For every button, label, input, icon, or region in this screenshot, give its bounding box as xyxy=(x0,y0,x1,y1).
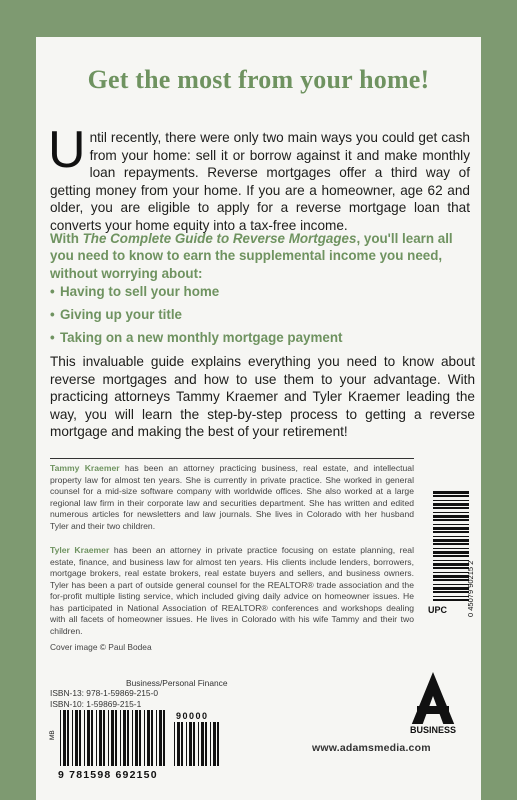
drop-cap: U xyxy=(48,121,86,179)
barcode-bar xyxy=(139,710,141,766)
barcode-bar xyxy=(75,710,78,766)
barcode-bar xyxy=(96,710,97,766)
list-item-text: Having to sell your home xyxy=(60,284,220,299)
barcode-bar xyxy=(433,596,469,597)
barcode-bar xyxy=(433,507,469,509)
list-item xyxy=(50,329,470,346)
barcode-bar xyxy=(433,536,469,537)
barcode-bar xyxy=(79,710,81,766)
barcode-bar xyxy=(181,722,183,766)
isbn-10: ISBN-10: 1-59869-215-1 xyxy=(50,698,142,709)
lead-prefix: With xyxy=(50,231,83,246)
barcode-bar xyxy=(84,710,85,766)
barcode-bar xyxy=(186,722,187,766)
barcode-bar xyxy=(433,495,469,497)
bullet-icon: • xyxy=(50,284,55,299)
barcode-bar xyxy=(63,710,66,766)
barcode-bar xyxy=(103,710,105,766)
author-name: Tammy Kraemer xyxy=(50,463,120,473)
barcode-bar xyxy=(198,722,199,766)
lead-suffix: , you'll learn all you need to know to earn the supplemental income you need, without worrying about: xyxy=(50,231,453,281)
barcode-bar xyxy=(147,710,150,766)
barcode-bar xyxy=(87,710,90,766)
barcode-bar xyxy=(433,567,469,569)
divider xyxy=(50,458,414,459)
barcode-bar xyxy=(433,584,469,585)
benefit-list xyxy=(50,283,470,352)
barcode-bar xyxy=(156,710,157,766)
bullet-icon: • xyxy=(50,330,55,345)
upc-digits: 0 45079 90215 2 xyxy=(466,560,475,617)
barcode-bar xyxy=(151,710,153,766)
barcode-bar xyxy=(433,500,469,501)
barcode-bar xyxy=(433,560,469,561)
barcode-bar xyxy=(99,710,102,766)
barcode-bar xyxy=(123,710,126,766)
ean-bars xyxy=(60,710,165,766)
barcode-bar xyxy=(433,551,469,554)
barcode-bar xyxy=(433,539,469,542)
barcode-bar xyxy=(159,710,162,766)
content-panel xyxy=(36,37,481,800)
barcode-bar xyxy=(120,710,121,766)
upc-label: UPC xyxy=(428,605,448,615)
barcode-bar xyxy=(210,722,211,766)
author-bio-tammy xyxy=(50,463,414,532)
addon-digits: 90000 xyxy=(176,711,209,721)
summary-paragraph: This invaluable guide explains everything you need to know about reverse mortgages and how to use them to your advantage. With practicing attorneys Tammy Kraemer and Tyler Kraemer leading the way, you will learn the step-by-step process to getting a reverse mortgage and making the best of your retirement! xyxy=(50,354,475,439)
barcode-bar xyxy=(115,710,117,766)
barcode-side-label: MB xyxy=(49,730,56,740)
addon-bars xyxy=(174,722,219,766)
book-title: The Complete Guide to Reverse Mortgages xyxy=(82,231,357,246)
barcode-bar xyxy=(433,575,469,578)
list-item xyxy=(50,306,470,323)
isbn-barcode xyxy=(50,710,235,780)
list-item-text: Giving up your title xyxy=(60,307,183,322)
barcode-bar xyxy=(135,710,138,766)
barcode-bar xyxy=(433,503,469,506)
publisher-url[interactable]: www.adamsmedia.com xyxy=(312,742,431,754)
barcode-bar xyxy=(132,710,133,766)
logo-word: BUSINESS xyxy=(409,725,457,735)
barcode-bar xyxy=(433,563,469,566)
barcode-bar xyxy=(433,555,469,557)
intro-text: ntil recently, there were only two main ways you could get cash from your home: sell it or borrow against it and make monthly loan repayments. Reverse mortgages offer a third way of getting money from your home. If you are a homeowner, age 62 and older, you are eligible to apply for a reverse mortgage loan that converts your home equity into a tax-free income. xyxy=(50,130,470,233)
headline: Get the most from your home! xyxy=(87,65,430,94)
logo-bar xyxy=(417,706,449,714)
barcode-bar xyxy=(91,710,93,766)
barcode-bar xyxy=(67,710,69,766)
isbn-13: ISBN-13: 978-1-59869-215-0 xyxy=(50,688,159,698)
barcode-bar xyxy=(217,722,219,766)
barcode-bar xyxy=(174,722,175,766)
logo-a-icon xyxy=(411,672,455,726)
barcode-bar xyxy=(205,722,207,766)
barcode-bar xyxy=(433,519,469,521)
barcode-bar xyxy=(108,710,109,766)
barcode-digits: 9 781598 692150 xyxy=(58,769,158,781)
barcode-bar xyxy=(433,512,469,513)
barcode-bar xyxy=(433,531,469,533)
lead-paragraph xyxy=(50,230,475,282)
upc-barcode xyxy=(419,489,481,619)
author-bio-tyler xyxy=(50,545,414,637)
barcode-bar xyxy=(144,710,145,766)
barcode-bar xyxy=(189,722,192,766)
barcode-bar xyxy=(163,710,165,766)
intro-paragraph xyxy=(48,121,470,234)
barcode-bar xyxy=(177,722,180,766)
barcode-bar xyxy=(433,524,469,525)
barcode-bar xyxy=(433,491,469,494)
barcode-bar xyxy=(433,591,469,593)
cover-credit: Cover image © Paul Bodea xyxy=(50,642,152,652)
publisher-logo xyxy=(403,668,463,738)
barcode-bar xyxy=(201,722,204,766)
list-item-text: Taking on a new monthly mortgage payment xyxy=(60,330,343,345)
barcode-bar xyxy=(433,579,469,581)
isbn-block xyxy=(50,688,158,709)
author-bio-text: has been an attorney in private practice focusing on estate planning, real estate, finance, and business law for almost ten years. His clients include lenders, borrowers, mortgage brokers, real estate brokers, real estate buyers and sellers, and business owners. Tyler has been a part of outside general counsel for the REALTOR® trade association and the for-profit multiple listing service, which included giving daily advice on homeowner issues. He has participated in National Association of REALTOR® conferences and workshops dealing with all facets of homeowner issues. He lives in Colorado with his wife Tammy and their two children. xyxy=(50,545,414,636)
barcode-bar xyxy=(60,710,61,766)
barcode-bar xyxy=(433,515,469,518)
barcode-bar xyxy=(433,599,469,601)
bullet-icon: • xyxy=(50,307,55,322)
barcode-bar xyxy=(433,587,469,590)
category-label: Business/Personal Finance xyxy=(126,678,228,688)
barcode-bar xyxy=(111,710,114,766)
barcode-bar xyxy=(433,527,469,530)
barcode-bar xyxy=(213,722,216,766)
barcode-bar xyxy=(433,543,469,545)
barcode-bar xyxy=(433,548,469,549)
barcode-bar xyxy=(72,710,73,766)
barcode-bar xyxy=(193,722,195,766)
list-item xyxy=(50,283,470,300)
author-name: Tyler Kraemer xyxy=(50,545,110,555)
barcode-bar xyxy=(433,572,469,573)
barcode-bar xyxy=(127,710,129,766)
author-bio-text: has been an attorney practicing business, real estate, and intellectual property law for almost ten years. She is currently in private practice. She worked in general counsel for a mid-size software company with worldwide offices. She also worked at a large regional law firm in their corporate law and securities department. She has written and edited numerous articles for newsletters and law journals. She lives in Colorado with her husband Tyler and their two children. xyxy=(50,463,414,531)
upc-bars xyxy=(433,491,469,601)
